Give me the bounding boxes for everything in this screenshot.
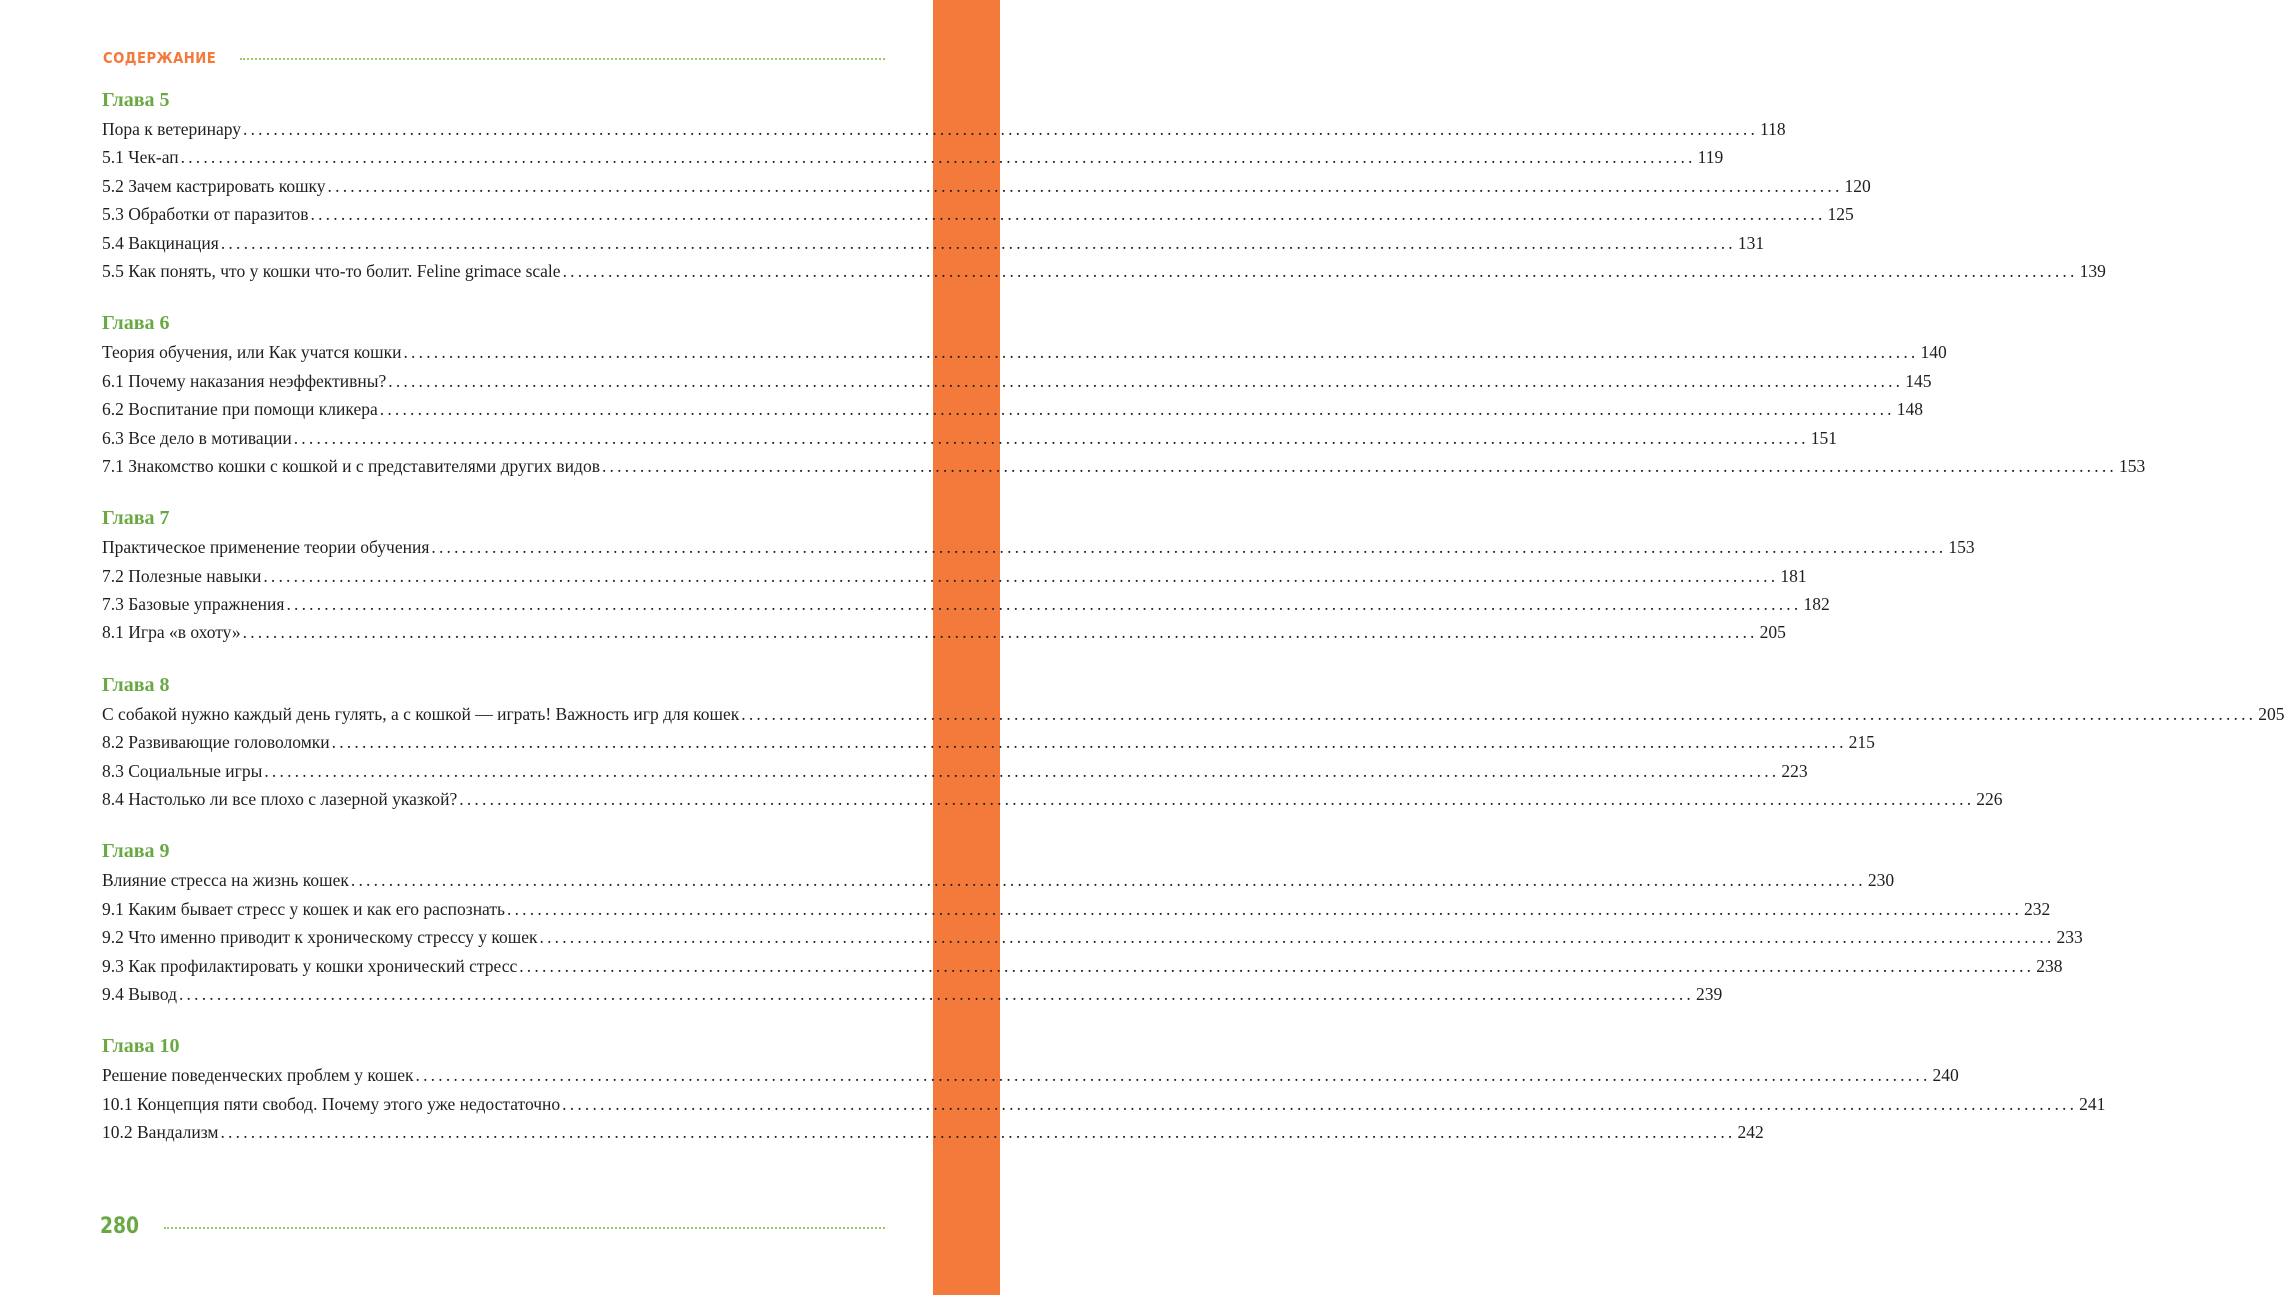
page-number: 280 <box>100 1213 140 1239</box>
chapter-title: Глава 6 <box>102 312 170 335</box>
toc-entry-title: 9.4 Вывод <box>102 983 177 1004</box>
footer-dotted-rule <box>164 1227 885 1229</box>
chapter-section <box>102 837 2083 1008</box>
toc-entry-page: 119 <box>1697 147 1724 168</box>
toc-entry-page: 118 <box>1760 119 1786 139</box>
toc-entry[interactable] <box>102 1118 1764 1146</box>
toc-entry-page: 140 <box>1920 342 1947 363</box>
toc-entry-page: 242 <box>1737 1122 1764 1143</box>
dot-leader: ........................................................................................................................................................................................................ <box>388 370 1904 391</box>
dot-leader: ........................................................................................................................................................................................................ <box>519 955 2035 976</box>
toc-entry[interactable] <box>102 452 2146 480</box>
table-of-contents <box>102 86 2285 1171</box>
dot-leader: ........................................................................................................................................................................................................ <box>180 147 1696 168</box>
toc-entry-page: 120 <box>1844 175 1871 196</box>
toc-entry[interactable] <box>102 115 1786 143</box>
dot-leader: ........................................................................................................................................................................................................ <box>539 927 2055 948</box>
page-footer <box>100 1212 885 1240</box>
toc-entry[interactable] <box>102 338 1947 366</box>
toc-entry[interactable] <box>102 618 1786 646</box>
toc-entry[interactable] <box>102 923 2083 951</box>
toc-entry-title: 8.2 Развивающие головоломки <box>102 732 330 753</box>
dot-leader: ........................................................................................................................................................................................................ <box>601 455 2117 476</box>
toc-entry-title: 8.3 Социальные игры <box>102 760 263 781</box>
toc-entry[interactable] <box>102 200 1854 228</box>
toc-entry[interactable] <box>102 700 2285 728</box>
dot-leader: ........................................................................................................................................................................................................ <box>562 260 2078 281</box>
toc-entry-page: 241 <box>2079 1093 2106 1114</box>
dot-leader: ........................................................................................................................................................................................................ <box>741 703 2257 724</box>
toc-entry-page: 233 <box>2056 927 2083 948</box>
header-dotted-rule <box>240 58 885 60</box>
chapter-title: Глава 10 <box>102 1035 180 1058</box>
dot-leader: ........................................................................................................................................................................................................ <box>242 622 1758 643</box>
toc-entry-title: 5.1 Чек-ап <box>102 147 179 168</box>
toc-entry-page: 153 <box>1948 537 1975 558</box>
chapter-section <box>102 86 2106 285</box>
toc-entry[interactable] <box>102 785 2003 813</box>
toc-entry[interactable] <box>102 866 1895 894</box>
toc-entry-title: 9.2 Что именно приводит к хроническому стрессу у кошек <box>102 927 538 948</box>
toc-entry-page: 239 <box>1695 983 1723 1004</box>
toc-entry-page: 148 <box>1896 399 1923 420</box>
toc-entry[interactable] <box>102 395 1923 423</box>
running-header <box>103 48 885 68</box>
toc-entry-page: 232 <box>2024 898 2051 919</box>
dot-leader: ........................................................................................................................................................................................................ <box>507 898 2023 919</box>
dot-leader: ........................................................................................................................................................................................................ <box>220 232 1736 253</box>
toc-entry-page: 125 <box>1827 204 1854 225</box>
toc-entry[interactable] <box>102 562 1807 590</box>
toc-entry-title: 8.4 Настолько ли все плохо с лазерной указкой? <box>102 789 458 810</box>
toc-entry-title: Практическое применение теории обучения <box>102 537 430 558</box>
toc-entry-title: 10.1 Концепция пяти свобод. Почему этого уже недостаточно <box>102 1093 561 1114</box>
toc-entry-title: 5.4 Вакцинация <box>102 232 219 253</box>
chapter-section <box>102 504 1975 647</box>
toc-entry-title: Решение поведенческих проблем у кошек <box>102 1065 414 1086</box>
chapter-section <box>102 1032 2106 1146</box>
dot-leader: ........................................................................................................................................................................................................ <box>431 537 1947 558</box>
dot-leader: ........................................................................................................................................................................................................ <box>562 1093 2078 1114</box>
toc-entry[interactable] <box>102 143 1724 171</box>
toc-entry[interactable] <box>102 728 1875 756</box>
toc-entry-page: 240 <box>1932 1065 1959 1086</box>
toc-entry[interactable] <box>102 424 1837 452</box>
chapter-title: Глава 5 <box>102 89 170 111</box>
toc-entry-title: 6.2 Воспитание при помощи кликера <box>102 399 378 420</box>
chapter-title: Глава 9 <box>102 840 170 863</box>
toc-entry-title: 7.2 Полезные навыки <box>102 565 262 586</box>
toc-entry-page: 131 <box>1737 232 1765 253</box>
dot-leader: ........................................................................................................................................................................................................ <box>415 1065 1931 1086</box>
toc-entry-title: 7.1 Знакомство кошки с кошкой и с представителями других видов <box>102 455 600 476</box>
toc-entry-page: 230 <box>1867 870 1895 891</box>
toc-entry[interactable] <box>102 980 1723 1008</box>
dot-leader: ........................................................................................................................................................................................................ <box>327 175 1843 196</box>
toc-entry-title: 9.1 Каким бывает стресс у кошек и как его распознать <box>102 898 506 919</box>
toc-entry-title: 5.5 Как понять, что у кошки что-то болит. Feline grimace scale <box>102 260 561 281</box>
dot-leader: ........................................................................................................................................................................................................ <box>286 594 1802 615</box>
toc-entry-page: 205 <box>2258 703 2285 724</box>
toc-entry-title: Пора к ветеринару <box>102 119 242 139</box>
toc-entry[interactable] <box>102 590 1830 618</box>
toc-entry[interactable] <box>102 895 2051 923</box>
dot-leader: ........................................................................................................................................................................................................ <box>331 732 1847 753</box>
toc-entry[interactable] <box>102 952 2063 980</box>
toc-entry-page: 139 <box>2079 260 2106 281</box>
toc-entry-title: 8.1 Игра «в охоту» <box>102 622 241 643</box>
toc-entry-title: Теория обучения, или Как учатся кошки <box>102 342 402 363</box>
toc-entry-title: 6.3 Все дело в мотивации <box>102 427 292 448</box>
dot-leader: ........................................................................................................................................................................................................ <box>459 789 1975 810</box>
chapter-section <box>102 309 2146 480</box>
dot-leader: ........................................................................................................................................................................................................ <box>220 1122 1736 1143</box>
toc-entry-title: 5.2 Зачем кастрировать кошку <box>102 175 326 196</box>
dot-leader: ........................................................................................................................................................................................................ <box>403 342 1919 363</box>
toc-entry-title: 6.1 Почему наказания неэффективны? <box>102 370 387 391</box>
toc-entry-page: 181 <box>1780 565 1807 586</box>
toc-entry-title: Влияние стресса на жизнь кошек <box>102 870 349 891</box>
running-header-title: СОДЕРЖАНИЕ <box>103 49 217 67</box>
toc-entry-title: 5.3 Обработки от паразитов <box>102 204 309 225</box>
dot-leader: ........................................................................................................................................................................................................ <box>178 983 1694 1004</box>
toc-entry-page: 223 <box>1781 760 1808 781</box>
toc-entry-title: 10.2 Вандализм <box>102 1122 219 1143</box>
toc-entry[interactable] <box>102 172 1871 200</box>
toc-entry-page: 205 <box>1759 622 1786 643</box>
dot-leader: ........................................................................................................................................................................................................ <box>310 204 1826 225</box>
dot-leader: ........................................................................................................................................................................................................ <box>350 870 1866 891</box>
chapter-section <box>102 671 2285 814</box>
toc-entry[interactable] <box>102 1090 2106 1118</box>
toc-entry-page: 238 <box>2036 955 2063 976</box>
toc-entry-page: 182 <box>1803 594 1830 615</box>
toc-entry[interactable] <box>102 367 1932 395</box>
toc-entry[interactable] <box>102 229 1765 257</box>
toc-entry-page: 145 <box>1905 370 1932 391</box>
toc-entry[interactable] <box>102 1061 1959 1089</box>
toc-entry[interactable] <box>102 533 1975 561</box>
chapter-title: Глава 8 <box>102 673 170 696</box>
toc-entry-title: 9.3 Как профилактировать у кошки хронический стресс <box>102 955 518 976</box>
toc-entry-page: 215 <box>1848 732 1875 753</box>
toc-entry-title: 7.3 Базовые упражнения <box>102 594 285 615</box>
toc-entry-page: 151 <box>1810 427 1837 448</box>
dot-leader: ........................................................................................................................................................................................................ <box>264 760 1780 781</box>
toc-entry[interactable] <box>102 257 2106 285</box>
dot-leader: ........................................................................................................................................................................................................ <box>243 119 1759 139</box>
dot-leader: ........................................................................................................................................................................................................ <box>293 427 1809 448</box>
dot-leader: ........................................................................................................................................................................................................ <box>379 399 1895 420</box>
dot-leader: ........................................................................................................................................................................................................ <box>263 565 1779 586</box>
toc-entry-title: С собакой нужно каждый день гулять, а с кошкой — играть! Важность игр для кошек <box>102 703 740 724</box>
chapter-title: Глава 7 <box>102 507 170 530</box>
toc-entry-page: 226 <box>1976 789 2003 810</box>
toc-entry[interactable] <box>102 757 1808 785</box>
toc-entry-page: 153 <box>2118 455 2146 476</box>
